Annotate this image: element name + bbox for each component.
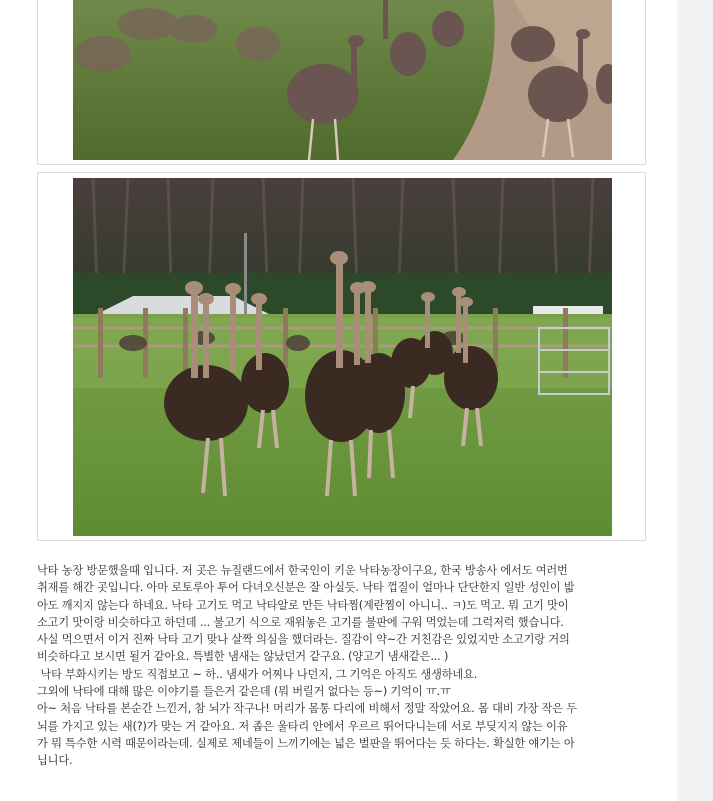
article-line: 닙니다. — [37, 754, 73, 768]
article-body — [37, 562, 648, 770]
article-line: 가 뭐 특수한 시력 때문이라는데. 실제로 제네들이 느끼기에는 넓은 벌판을 뛰어다는 듯 하다는. 확실한 얘기는 아 — [37, 736, 575, 750]
ostrich-flock-photo[interactable] — [73, 0, 612, 160]
article-line: 그외에 낙타에 대해 많은 이야기를 들은거 같은데 (뭐 버릴거 없다는 등~) 기억이 ㅠ.ㅠ — [37, 685, 451, 699]
article-line: 뇌를 가지고 있는 새(?)가 맞는 거 같아요. 저 좁은 울타리 안에서 우르르 뛰어다니는데 서로 부딪지지 않는 이유 — [37, 719, 568, 733]
right-gutter — [677, 0, 713, 801]
ostrich-flock-image — [73, 0, 612, 160]
article-line: 아~ 처음 낙타를 본순간 느낀거, 참 뇌가 작구나! 머리가 몸통 다리에 비해서 정말 작았어요. 몸 대비 가장 작은 두 — [37, 702, 577, 716]
ostriches-on-grass-image — [73, 178, 612, 536]
article-line: 소고기 맛이랑 비슷하다고 하던데 ... 불고기 식으로 재워놓은 고기를 불판에 구워 먹었는데 그럭저럭 했습니다. — [37, 615, 564, 629]
article-line: 아도 깨지지 않는다 하네요. 낙타 고기도 먹고 낙타알로 만든 낙타찜(계란찜이 아니니.. ㅋ)도 먹고. 뭐 고기 맛이 — [37, 598, 569, 612]
article-line: 사실 먹으면서 이거 진짜 낙타 고기 맞나 살짝 의심을 했더라는. 질감이 약~간 거친감은 있었지만 소고기랑 거의 — [37, 633, 570, 647]
article-line: 낙타 부화시키는 방도 직접보고 ~ 하.. 냄새가 어찌나 나던지, 그 기억은 아직도 생생하네요. — [37, 667, 478, 681]
photo-frame-top — [37, 0, 646, 165]
photo-frame-main — [37, 172, 646, 541]
article-line: 비슷하다고 보시면 될거 같아요. 특별한 냄새는 않났던거 같구요. (양고기 냄새같은... ) — [37, 650, 449, 664]
article-line: 취재를 해간 곳입니다. 아마 로토루아 투어 다녀오신분은 잘 아실듯. 낙타 껍질이 얼마나 단단한지 일반 성인이 밟 — [37, 581, 575, 595]
article-line: 낙타 농장 방문했을때 입니다. 저 곳은 뉴질랜드에서 한국인이 키운 낙타농장이구요, 한국 방송사 에서도 여러번 — [37, 564, 568, 577]
ostriches-on-grass-photo[interactable] — [73, 178, 612, 536]
